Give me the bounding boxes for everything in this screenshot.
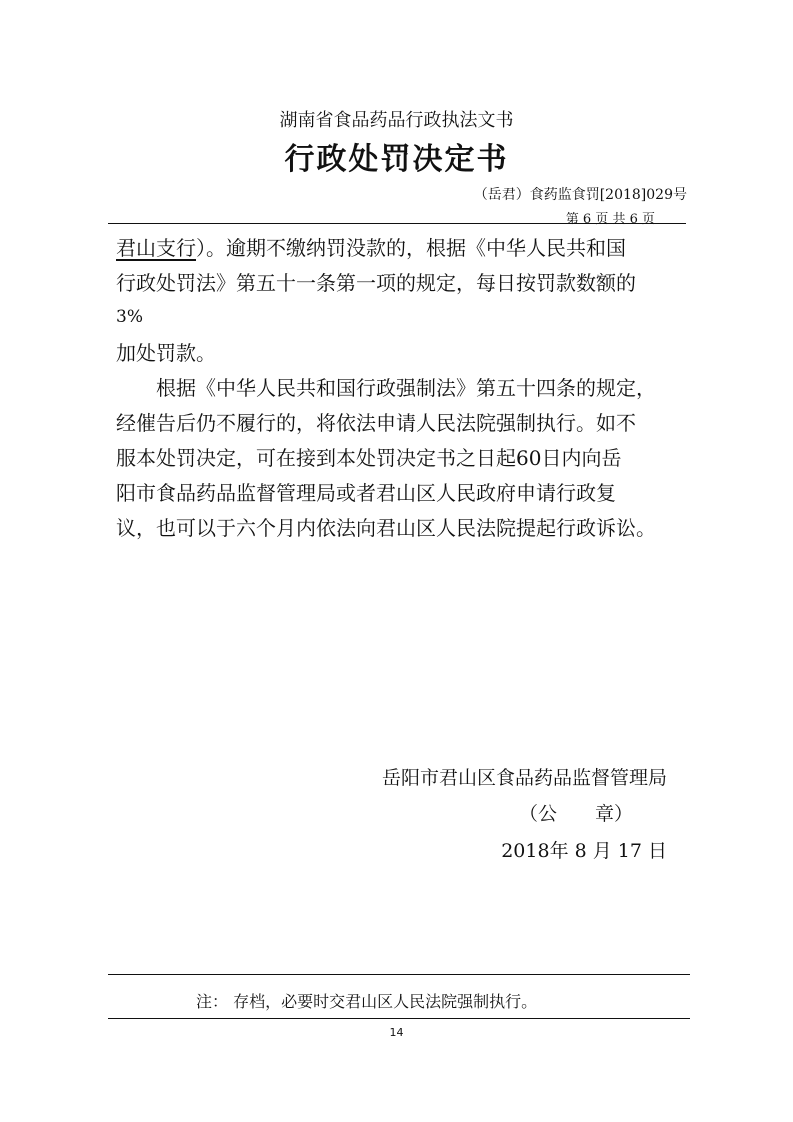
body-line-9: 议，也可以于六个月内依法向君山区人民法院提起行政诉讼。 bbox=[116, 516, 656, 540]
body-line-1-text: ）。逾期不缴纳罚没款的，根据《中华人民共和国 bbox=[196, 236, 626, 260]
body-line-2: 行政处罚法》第五十一条第一项的规定，每日按罚款数额的 bbox=[116, 271, 636, 295]
footer-rule-bottom bbox=[108, 1018, 690, 1019]
footer-note: 注： 存档，必要时交君山区人民法院强制执行。 bbox=[196, 992, 538, 1011]
body-line-7: 服本处罚决定，可在接到本处罚决定书之日起60日内向岳 bbox=[116, 446, 622, 470]
signature-date: 2018年 8 月 17 日 bbox=[501, 840, 667, 862]
footer-rule-top bbox=[108, 974, 690, 975]
page-info: 第 6 页 共 6 页 bbox=[565, 212, 655, 227]
document-number: （岳君）食药监食罚[2018]029号 bbox=[473, 187, 687, 203]
document-type: 湖南省食品药品行政执法文书 bbox=[279, 110, 514, 131]
body-line-5: 根据《中华人民共和国行政强制法》第五十四条的规定， bbox=[116, 376, 656, 400]
page-title: 行政处罚决定书 bbox=[284, 142, 509, 177]
bank-name-underlined: 君山支行 bbox=[116, 236, 196, 260]
header-rule bbox=[108, 223, 686, 224]
body-line-8: 阳市食品药品监督管理局或者君山区人民政府申请行政复 bbox=[116, 481, 616, 505]
issuing-authority: 岳阳市君山区食品药品监督管理局 bbox=[381, 767, 667, 789]
body-line-6: 经催告后仍不履行的，将依法申请人民法院强制执行。如不 bbox=[116, 411, 636, 435]
body-line-1 bbox=[116, 236, 626, 260]
page-number: 14 bbox=[389, 1026, 404, 1039]
body-line-3: 3% bbox=[116, 307, 143, 327]
body-line-4: 加处罚款。 bbox=[116, 341, 216, 365]
official-seal-label: （公 章） bbox=[518, 803, 633, 825]
